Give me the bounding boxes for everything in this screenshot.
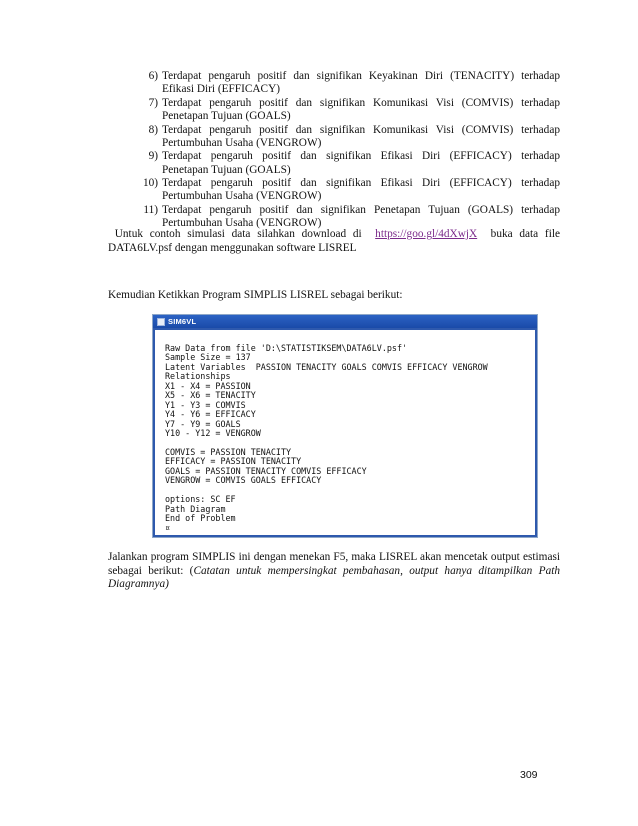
code-line: End of Problem (165, 513, 236, 524)
list-item-number: 6) (148, 70, 158, 82)
list-item-text (162, 177, 560, 203)
list-item (135, 124, 560, 150)
list-item (135, 177, 560, 203)
list-item-line2: Penetapan Tujuan (GOALS) (162, 110, 291, 122)
window-title: SIM6VL (168, 317, 197, 326)
code-line: Raw Data from file 'D:\STATISTIKSEM\DATA6LV.psf' (165, 343, 408, 353)
code-text (165, 344, 488, 533)
code-line: X1 - X4 = PASSION (165, 380, 251, 391)
document-icon (157, 318, 165, 326)
list-item-text (162, 150, 560, 176)
code-line: Y4 - Y6 = EFFICACY (165, 409, 256, 420)
page-number: 309 (520, 769, 538, 781)
code-line: GOALS = PASSION TENACITY COMVIS EFFICACY (165, 465, 367, 476)
list-item-number: 8) (148, 123, 158, 136)
run-text: Jalankan program SIMPLIS ini dengan menekan F5, maka LISREL akan mencetak output estimasi sebagai berikut: ( (108, 551, 560, 577)
code-line: COMVIS = PASSION TENACITY (165, 446, 292, 457)
code-line: Y10 - Y12 = VENGROW (165, 428, 261, 439)
list-item-line1: Terdapat pengaruh positif dan signifikan Efikasi Diri (EFFICACY) terhadap (162, 150, 560, 163)
list-item (135, 204, 560, 230)
code-line: options: SC EF (165, 494, 236, 505)
list-item-line2: Pertumbuhan Usaha (VENGROW) (162, 217, 322, 230)
list-item-line1: Terdapat pengaruh positif dan signifikan Komunikasi Visi (COMVIS) terhadap (162, 96, 560, 109)
list-item-line1: Terdapat pengaruh positif dan signifikan Penetapan Tujuan (GOALS) terhadap (162, 203, 560, 216)
list-item-line1: Terdapat pengaruh positif dan signifikan Efikasi Diri (EFFICACY) terhadap (162, 177, 560, 190)
code-line: Sample Size = 137 (165, 352, 251, 363)
code-line: VENGROW = COMVIS GOALS EFFICACY (165, 475, 322, 486)
code-editor[interactable] (153, 328, 537, 537)
hypothesis-list (135, 70, 560, 231)
list-item-number: 10) (142, 177, 158, 190)
run-note-italic: Catatan untuk mempersingkat pembahasan, output hanya ditampilkan Path Diagramnya) (108, 564, 560, 591)
download-text: Untuk contoh simulasi data silahkan download di (114, 228, 362, 240)
list-item-line1: Terdapat pengaruh positif dan signifikan Komunikasi Visi (COMVIS) terhadap (162, 123, 560, 136)
list-item-number: 9) (148, 150, 158, 163)
list-item-text (162, 124, 560, 150)
download-paragraph (108, 228, 560, 255)
code-line: Y7 - Y9 = GOALS (165, 418, 241, 429)
download-link[interactable]: https://goo.gl/4dXwjX (375, 228, 478, 240)
run-paragraph (108, 551, 560, 592)
code-line: Y1 - Y3 = COMVIS (165, 399, 246, 410)
list-item-line2: Penetapan Tujuan (GOALS) (162, 163, 291, 176)
list-item (135, 70, 560, 96)
list-item-line2: Pertumbuhan Usaha (VENGROW) (162, 190, 322, 203)
list-item-line1: Terdapat pengaruh positif dan signifikan Keyakinan Diri (TENACITY) terhadap (162, 70, 560, 82)
list-item-line2: Efikasi Diri (EFFICACY) (162, 83, 280, 96)
list-item-number: 11) (143, 203, 158, 216)
code-line: Path Diagram (165, 503, 226, 514)
code-line: Relationships (165, 371, 231, 382)
code-line: ¤ (165, 522, 171, 533)
list-item-line2: Pertumbuhan Usaha (VENGROW) (162, 136, 322, 149)
simplis-editor-window (152, 314, 538, 538)
list-item (135, 97, 560, 123)
list-item-text (162, 70, 560, 96)
list-item (135, 150, 560, 176)
code-line: Latent Variables PASSION TENACITY GOALS COMVIS EFFICACY VENGROW (165, 361, 488, 372)
code-line: X5 - X6 = TENACITY (165, 390, 256, 401)
list-item-text (162, 97, 560, 123)
code-line: EFFICACY = PASSION TENACITY (165, 456, 302, 467)
program-intro-paragraph: Kemudian Ketikkan Program SIMPLIS LISREL sebagai berikut: (108, 289, 403, 301)
download-text-after: buka data file DATA6LV.psf dengan menggunakan software LISREL (108, 228, 560, 254)
list-item-number: 7) (148, 96, 158, 109)
window-titlebar[interactable] (153, 315, 537, 328)
list-item-text (162, 204, 560, 230)
